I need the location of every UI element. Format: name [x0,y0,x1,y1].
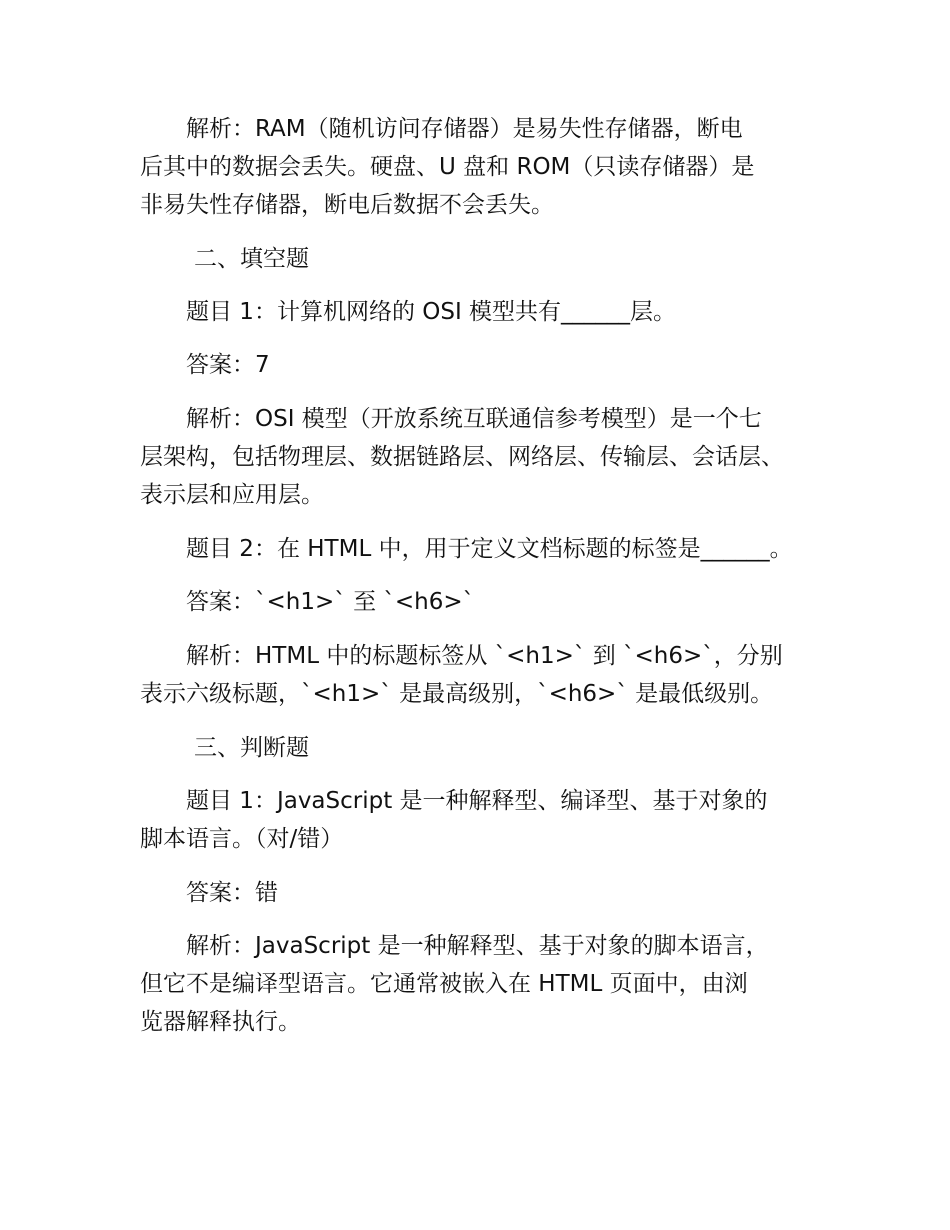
analysis-ram-line-2: 后其中的数据会丢失。硬盘、U 盘和 ROM（只读存储器）是 [140,154,755,180]
fill-answer-2: 答案：`<h1>` 至 `<h6>` [186,589,475,615]
fill-analysis-2-line-2: 表示六级标题，`<h1>` 是最高级别，`<h6>` 是最低级别。 [140,681,774,707]
tf-analysis-1-line-2: 但它不是编译型语言。它通常被嵌入在 HTML 页面中，由浏 [140,971,748,997]
tf-answer-1: 答案：错 [186,880,278,906]
fill-question-2: 题目 2：在 HTML 中，用于定义文档标题的标签是______。 [186,536,793,562]
tf-question-1-line-1: 题目 1：JavaScript 是一种解释型、编译型、基于对象的 [186,788,768,814]
fill-analysis-2-line-1: 解析：HTML 中的标题标签从 `<h1>` 到 `<h6>`，分别 [186,643,783,669]
fill-analysis-1-line-2: 层架构，包括物理层、数据链路层、网络层、传输层、会话层、 [140,444,784,470]
fill-analysis-1-line-1: 解析：OSI 模型（开放系统互联通信参考模型）是一个七 [186,406,762,432]
tf-analysis-1-line-3: 览器解释执行。 [140,1009,301,1035]
analysis-ram-line-3: 非易失性存储器，断电后数据不会丢失。 [140,192,554,218]
fill-answer-1: 答案：7 [186,352,270,378]
tf-question-1-line-2: 脚本语言。（对/错） [140,826,344,852]
analysis-ram-line-1: 解析：RAM（随机访问存储器）是易失性存储器，断电 [186,116,743,142]
fill-analysis-1-line-3: 表示层和应用层。 [140,482,324,508]
section-heading-fill-in: 二、填空题 [194,246,309,272]
fill-question-1: 题目 1：计算机网络的 OSI 模型共有______层。 [186,299,677,325]
tf-analysis-1-line-1: 解析：JavaScript 是一种解释型、基于对象的脚本语言， [186,933,769,959]
section-heading-true-false: 三、判断题 [194,735,309,761]
